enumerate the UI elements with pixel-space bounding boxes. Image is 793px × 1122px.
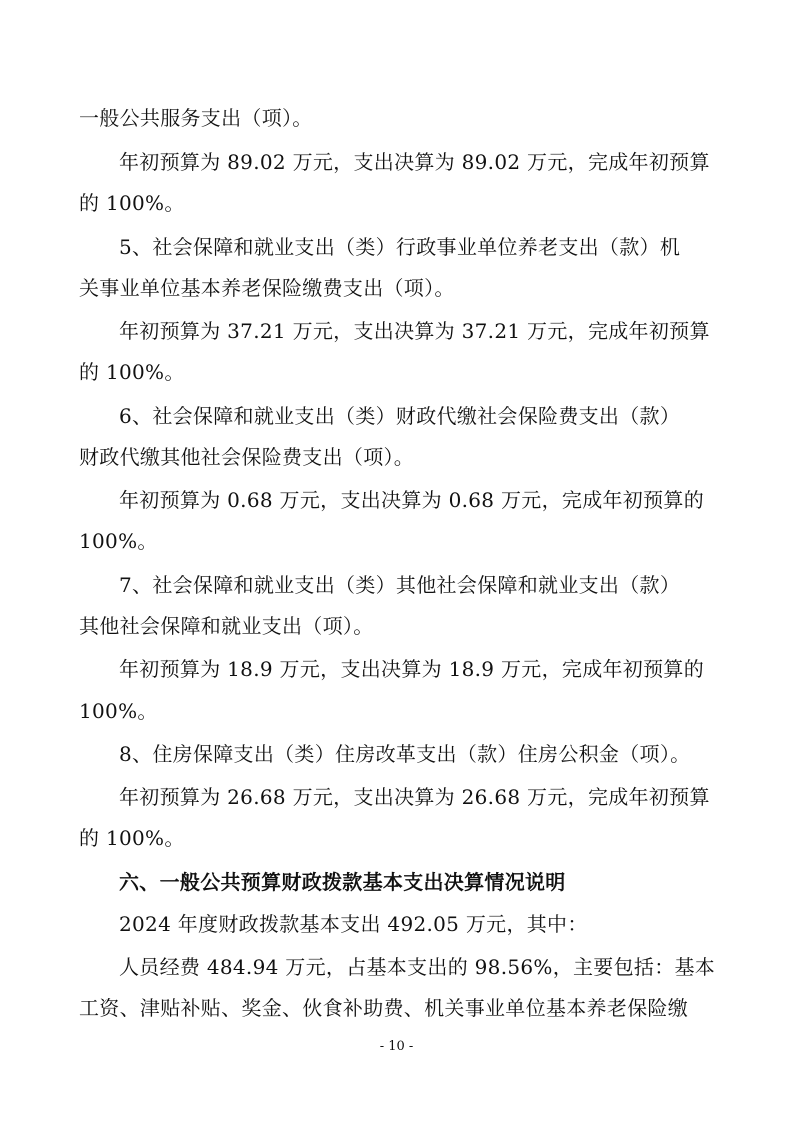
text-line: 其他社会保障和就业支出（项）。 xyxy=(79,614,374,638)
text-line: 一般公共服务支出（项）。 xyxy=(79,106,313,130)
text-line: 人员经费 484.94 万元，占基本支出的 98.56%，主要包括：基本 xyxy=(119,955,716,979)
text-line: 财政代缴其他社会保险费支出（项）。 xyxy=(79,445,415,469)
text-line: 的 100%。 xyxy=(79,191,185,215)
text-line: 5、社会保障和就业支出（类）行政事业单位养老支出（款）机 xyxy=(119,235,681,259)
text-line: 100%。 xyxy=(79,699,158,723)
text-line: 年初预算为 89.02 万元，支出决算为 89.02 万元，完成年初预算 xyxy=(119,150,710,174)
text-line: 100%。 xyxy=(79,529,158,553)
text-line: 工资、津贴补贴、奖金、伙食补助费、机关事业单位基本养老保险缴 xyxy=(79,996,688,1020)
text-line: 的 100%。 xyxy=(79,360,185,384)
text-line: 年初预算为 26.68 万元，支出决算为 26.68 万元，完成年初预算 xyxy=(119,785,710,809)
text-line: 6、社会保障和就业支出（类）财政代缴社会保险费支出（款） xyxy=(119,404,681,428)
text-line: 关事业单位基本养老保险缴费支出（项）。 xyxy=(79,276,455,300)
text-line: 2024 年度财政拨款基本支出 492.05 万元，其中： xyxy=(119,912,588,936)
text-line: 年初预算为 37.21 万元，支出决算为 37.21 万元，完成年初预算 xyxy=(119,319,710,343)
text-line: 年初预算为 18.9 万元，支出决算为 18.9 万元，完成年初预算的 xyxy=(119,657,704,681)
text-line: 的 100%。 xyxy=(79,826,185,850)
section-heading: 六、一般公共预算财政拨款基本支出决算情况说明 xyxy=(119,870,566,894)
text-line: 年初预算为 0.68 万元，支出决算为 0.68 万元，完成年初预算的 xyxy=(119,488,704,512)
text-line: 7、社会保障和就业支出（类）其他社会保障和就业支出（款） xyxy=(119,573,681,597)
page-number: - 10 - xyxy=(379,1039,414,1054)
text-line: 8、住房保障支出（类）住房改革支出（款）住房公积金（项）。 xyxy=(119,742,691,766)
